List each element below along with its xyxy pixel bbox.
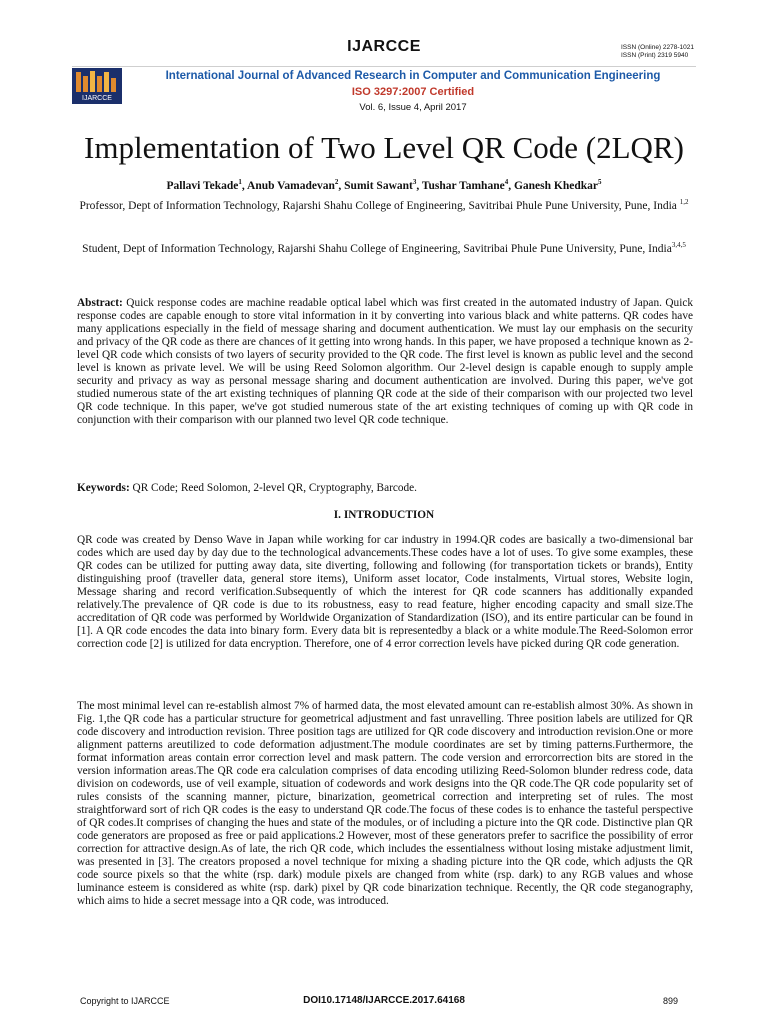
logo-text: IJARCCE	[82, 95, 112, 102]
volume-issue: Vol. 6, Issue 4, April 2017	[359, 102, 467, 113]
issn-block	[621, 44, 694, 60]
author-sup: 1	[238, 178, 242, 187]
footer-doi: DOI10.17148/IJARCCE.2017.64168	[303, 995, 465, 1006]
affiliation-2-text: Student, Dept of Information Technology, Rajarshi Shahu College of Engineering, Savitribai Phule Pune University, Pune, India	[82, 243, 672, 255]
intro-paragraph-1: QR code was created by Denso Wave in Japan while working for car industry in 1994.QR codes are basically a two-dimensional bar codes which are used day by day due to the technological advancements.These codes have a lot of uses. To give some examples, these QR codes can be utilized for putting away data, site diverting, following and following (for transportation tickets or brands), Entity distinguishing proof (traveller data, general store items), Uniform asset locator, Code instalments, Virtual stores, Website login, Message sharing and record verification.Subsequently of which the interest for QR code scanners has additionally expanded relatively.The prevalence of QR code is due to its robustness, easy to read feature, higher encoding capacity and small size.The accreditation of QR code was performed by Worldwide Organization of Standardization (ISO), and its entire particular can be found in [1]. A QR code encodes the data into binary form. Every data bit is representedby a black or a white module.The Reed-Solomon error correction code [2] is utilized for data encryption. Therefore, one of 4 error correction levels have picked during QR code generation.	[77, 534, 693, 650]
author	[514, 180, 602, 192]
affiliation-1	[74, 197, 694, 216]
keywords-label: Keywords:	[77, 482, 130, 494]
author-sup: 2	[334, 178, 339, 187]
affiliation-1-text: Professor, Dept of Information Technology, Rajarshi Shahu College of Engineering, Savitribai Phule Pune University, Pune, India	[79, 200, 677, 212]
author	[422, 180, 508, 192]
author	[344, 180, 416, 192]
author-name: Ganesh Khedkar	[513, 180, 598, 192]
author-sup: 3	[412, 178, 417, 187]
author-name: Tushar Tamhane	[421, 180, 505, 192]
affiliation-1-sup: 1,2	[679, 198, 689, 207]
author-sup: 4	[504, 178, 509, 187]
intro-paragraph-2: The most minimal level can re-establish almost 7% of harmed data, the most elevated amount can re-establish almost 30%. As shown in Fig. 1,the QR code has a particular structure for geometrical adjustment and fast unravelling. Three position labels are utilized for QR code discovery and introduction revision. Three position tags are utilized for QR code discovery and introduction revision.One or more alignment patterns areutilized to code deformation adjustment.The module coordinates are set by timing patterns.Furthermore, the format information areas contain error correction level and mask pattern. The code version and errorcorrection bits are stored in the version information areas.The QR code era calculation comprises of data encoding utilizing Reed-Solomon blunder redress code, data division on codewords, use of veil example, situation of codewords and work designs into the QR code.The QR code popularity set of rules consists of the scanning manner, picture, binarization, geometrical correction and interpreting set of rules. The most straightforward sort of rich QR codes is the easy to understand QR code.The focus of these codes is to enhance the tasteful perspective of QR codes.It comprises of changing the hues and state of the modules, or of including a picture into the QR code. Distinctive plan QR code generators are proposed as free or paid applications.2 However, most of these generators prefer to sacrifice the possibility of error correction for attractive design.As of late, the rich QR code, which includes the essentialness without losing mistake adjustment limit, was presented in [3]. The creators proposed a novel technique for mixing a shading picture into the QR code, which adjusts the QR code source pixels so that the white (rsp. dark) module pixels are changed from white (rsp. dark) to any RGB values and whose luminance esteem is considered as white (rsp. dark) pixel by QR code binarization technique. Recently, the QR code steganography, which aims to hide a secret message into a QR code, was introduced.	[77, 700, 693, 907]
header-divider	[72, 66, 696, 67]
author-list: Pallavi Tekade$^1$, Anub Vamadevan$^2$, Sumit Sawant$^3$, Tushar Tamhane$^4$, Ganesh Khedkar$^5$	[166, 178, 602, 192]
author-name: Pallavi Tekade	[166, 180, 239, 192]
paper-title: Implementation of Two Level QR Code (2LQR)	[84, 130, 684, 165]
footer-copyright: Copyright to IJARCCE	[80, 996, 170, 1006]
issn-print: ISSN (Print) 2319 5940	[621, 52, 689, 59]
keywords-text: QR Code; Reed Solomon, 2-level QR, Cryptography, Barcode.	[129, 482, 418, 494]
journal-full-name: International Journal of Advanced Research in Computer and Communication Engineering	[165, 70, 661, 82]
journal-abbrev: IJARCCE	[347, 38, 421, 55]
keywords	[77, 482, 693, 495]
affiliation-2	[74, 240, 694, 259]
issn-online: ISSN (Online) 2278-1021	[621, 44, 694, 51]
page-number: 899	[662, 996, 678, 1006]
section-heading-introduction: I. INTRODUCTION	[333, 509, 435, 521]
author-name: Anub Vamadevan	[247, 180, 335, 192]
affiliation-2-sup: 3,4,5	[671, 241, 686, 250]
author-name: Sumit Sawant	[344, 180, 413, 192]
abstract-label: Abstract:	[77, 297, 123, 309]
author	[247, 180, 338, 192]
abstract	[77, 297, 693, 427]
iso-certification: ISO 3297:2007 Certified	[351, 86, 475, 98]
abstract-text: Quick response codes are machine readable optical label which was first created in the automated industry of Japan. Quick response codes are capable enough to store vital information in it by converting into various black and white patterns. QR codes have many applications especially in the field of message sharing and document authentication. We must lay our emphasis on the security and privacy of the QR code as there are chances of it getting into wrong hands. In this paper, we have proposed a technique known as 2-level QR code which consists of two layers of security provided to the QR code. The first level is known as public level and the second level is known as private level. We will be using Reed Solomon algorithm. Our 2-level design is capable enough to supply ample security and privacy as way as personal message sharing and document authentication are involved. During this paper, we've got studied numerous state of the art existing techniques of planning QR code at the side of their comparison with our projected two level QR code technique. In this paper, we've got studied numerous state of the art existing techniques of coming up with QR code in conjunction with their comparison with our planned two level QR code technique.	[77, 297, 693, 426]
author	[166, 180, 241, 192]
author-sup: 5	[598, 178, 602, 187]
